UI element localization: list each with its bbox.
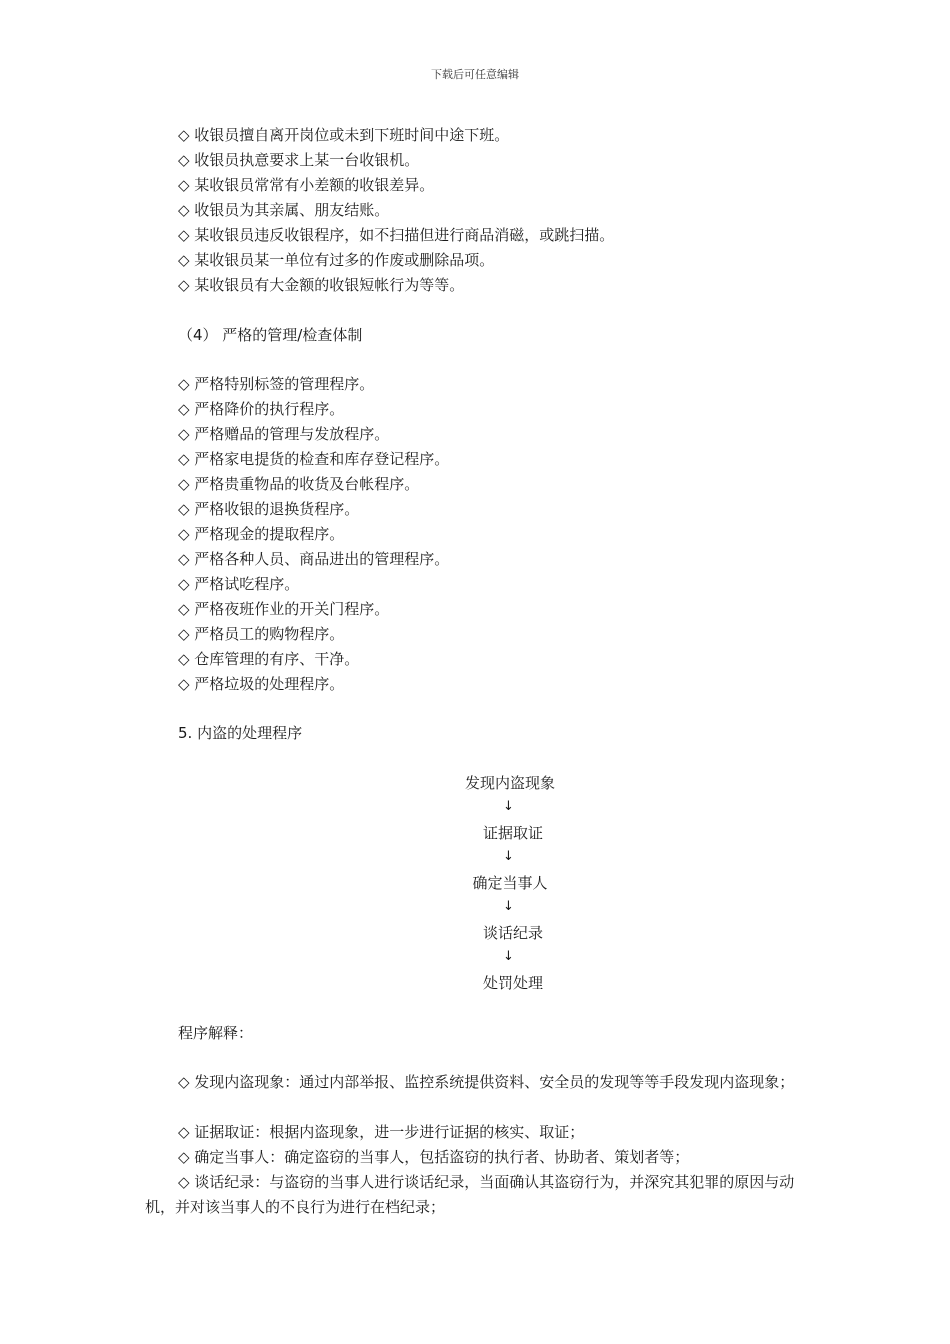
list-item: ◇ 仓库管理的有序、干净。 [178,650,360,668]
list-item: ◇ 严格赠品的管理与发放程序。 [178,425,390,443]
section-heading: （4） 严格的管理/检查体制 [178,326,363,344]
explain-paragraph: ◇ 确定当事人：确定盗窃的当事人，包括盗窃的执行者、协助者、策划者等； [178,1148,690,1166]
flow-arrow-icon: ↓ [503,949,514,964]
list-item: ◇ 某收银员某一单位有过多的作废或删除品项。 [178,251,495,269]
explain-title: 程序解释： [178,1024,254,1042]
list-item: ◇ 收银员为其亲属、朋友结账。 [178,201,390,219]
list-item: ◇ 严格员工的购物程序。 [178,625,345,643]
flow-step: 发现内盗现象 [464,774,555,792]
explain-paragraph: ◇ 谈话纪录：与盗窃的当事人进行谈话纪录，当面确认其盗窃行为，并深究其犯罪的原因与动机，并对该当事人的不良行为进行在档纪录； [145,1173,795,1216]
page-header: 下载后可任意编辑 [431,68,519,81]
list-item: ◇ 严格家电提货的检查和库存登记程序。 [178,450,450,468]
list-item: ◇ 严格各种人员、商品进出的管理程序。 [178,550,450,568]
flow-arrow-icon: ↓ [503,849,514,864]
list-item: ◇ 严格特别标签的管理程序。 [178,375,375,393]
list-item: ◇ 收银员擅自离开岗位或未到下班时间中途下班。 [178,126,510,144]
list-item: ◇ 严格现金的提取程序。 [178,525,345,543]
list-item: ◇ 严格贵重物品的收货及台帐程序。 [178,475,420,493]
section-heading: 5. 内盗的处理程序 [178,724,303,742]
list-item: ◇ 收银员执意要求上某一台收银机。 [178,151,420,169]
flow-step: 处罚处理 [482,974,543,992]
list-item: ◇ 严格试吃程序。 [178,575,300,593]
list-item: ◇ 某收银员违反收银程序，如不扫描但进行商品消磁，或跳扫描。 [178,226,615,244]
list-item: ◇ 严格夜班作业的开关门程序。 [178,600,390,618]
explain-paragraph: ◇ 发现内盗现象：通过内部举报、监控系统提供资料、安全员的发现等等手段发现内盗现象； [178,1073,795,1091]
explain-paragraph: ◇ 证据取证：根据内盗现象，进一步进行证据的核实、取证； [178,1123,585,1141]
list-item: ◇ 严格垃圾的处理程序。 [178,675,345,693]
list-item: ◇ 严格收银的退换货程序。 [178,500,360,518]
list-item: ◇ 某收银员有大金额的收银短帐行为等等。 [178,276,465,294]
flow-step: 谈话纪录 [482,924,543,942]
list-item: ◇ 某收银员常常有小差额的收银差异。 [178,176,435,194]
list-item: ◇ 严格降价的执行程序。 [178,400,345,418]
flow-step: 确定当事人 [472,874,548,892]
flow-step: 证据取证 [482,824,543,842]
flow-arrow-icon: ↓ [503,899,514,914]
flow-arrow-icon: ↓ [503,799,514,814]
